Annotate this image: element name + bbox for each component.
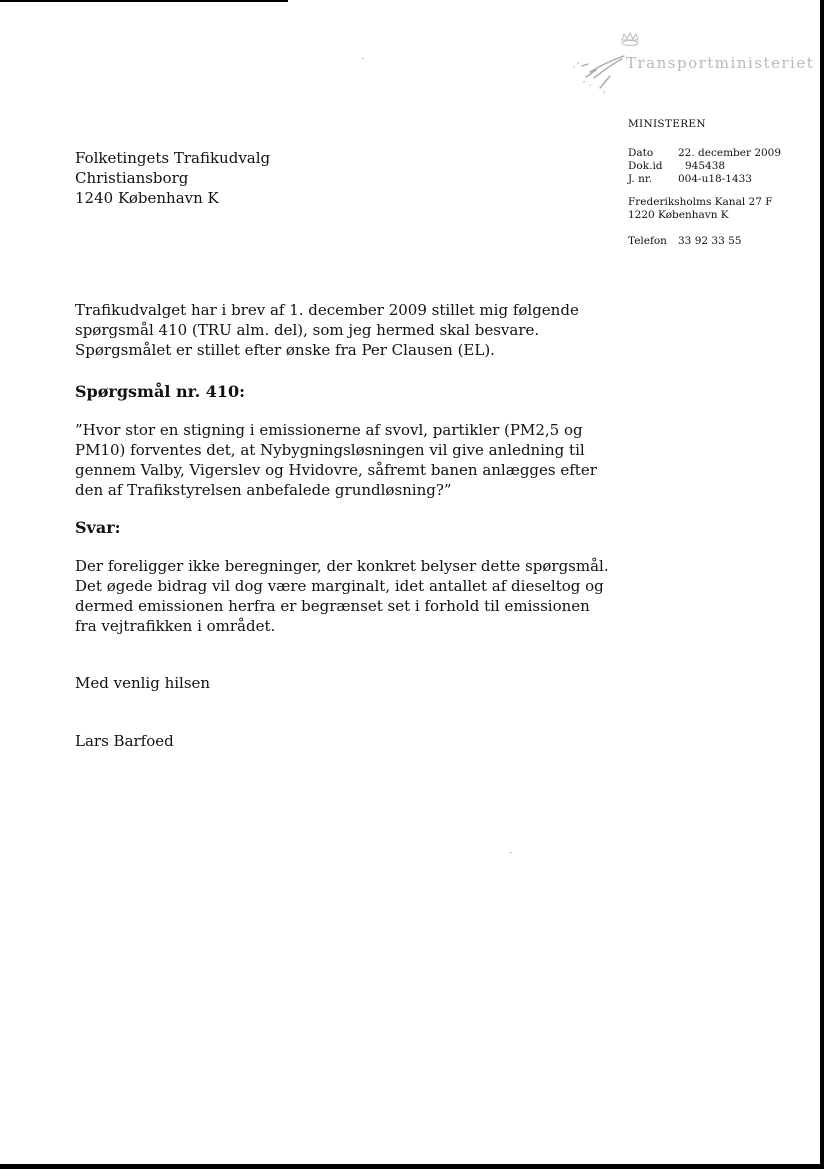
scan-speck: [362, 58, 364, 59]
recipient-building: Christiansborg: [75, 169, 189, 187]
answer-heading: Svar:: [75, 518, 121, 537]
ministry-name: Transportministeriet: [626, 54, 815, 72]
scan-speck: [510, 852, 512, 853]
recipient-city: 1240 København K: [75, 189, 219, 207]
closing-greeting: Med venlig hilsen: [75, 674, 211, 692]
address-city: 1220 København K: [628, 209, 729, 221]
sender-address: [628, 196, 781, 222]
question-heading: Spørgsmål nr. 410:: [75, 382, 246, 401]
meta-value: 22. december 2009: [678, 147, 782, 159]
phone-label: Telefon: [628, 235, 667, 247]
meta-row-journal: [628, 173, 781, 186]
sender-phone: [628, 235, 781, 248]
ministry-logo: [560, 30, 815, 100]
recipient-name: Folketingets Trafikudvalg: [75, 149, 271, 167]
letter-body: [75, 300, 615, 751]
meta-value: 004-u18-1433: [678, 173, 752, 185]
meta-row-date: [628, 147, 781, 160]
address-street: Frederiksholms Kanal 27 F: [628, 196, 773, 208]
question-paragraph: ”Hvor stor en stigning i emissionerne af svovl, partikler (PM2,5 og PM10) forventes det, at Nybygningsløsningen vil give anledning til gennem Valby, Vigerslev og Hvidovre, såfremt banen anlægges efter den af Trafikstyrelsen anbefalede grundløsning?”: [75, 421, 597, 499]
signature-name: Lars Barfoed: [75, 732, 174, 750]
scan-edge-right: [820, 0, 824, 1169]
sender-block: [628, 118, 781, 248]
document-meta: [628, 147, 781, 186]
intro-paragraph: Trafikudvalget har i brev af 1. december 2009 stillet mig følgende spørgsmål 410 (TRU alm. del), som jeg hermed skal besvare. Spørgsmålet er stillet efter ønske fra Per Clausen (EL).: [75, 301, 579, 359]
meta-label: Dok.id: [628, 160, 663, 172]
phone-value: 33 92 33 55: [678, 235, 742, 247]
meta-label: Dato: [628, 147, 654, 159]
meta-row-docid: [628, 160, 781, 173]
recipient-address: [75, 148, 270, 208]
sender-title: MINISTEREN: [628, 118, 706, 130]
answer-paragraph: Der foreligger ikke beregninger, der konkret belyser dette spørgsmål. Det øgede bidrag vil dog være marginalt, idet antallet af dieseltog og dermed emissionen herfra er begrænset set i forhold til emissionen fra vejtrafikken i området.: [75, 557, 609, 635]
scan-edge-bottom: [0, 1164, 824, 1169]
scan-edge-top: [0, 0, 288, 2]
meta-label: J. nr.: [628, 173, 653, 185]
meta-value: 945438: [685, 160, 726, 172]
